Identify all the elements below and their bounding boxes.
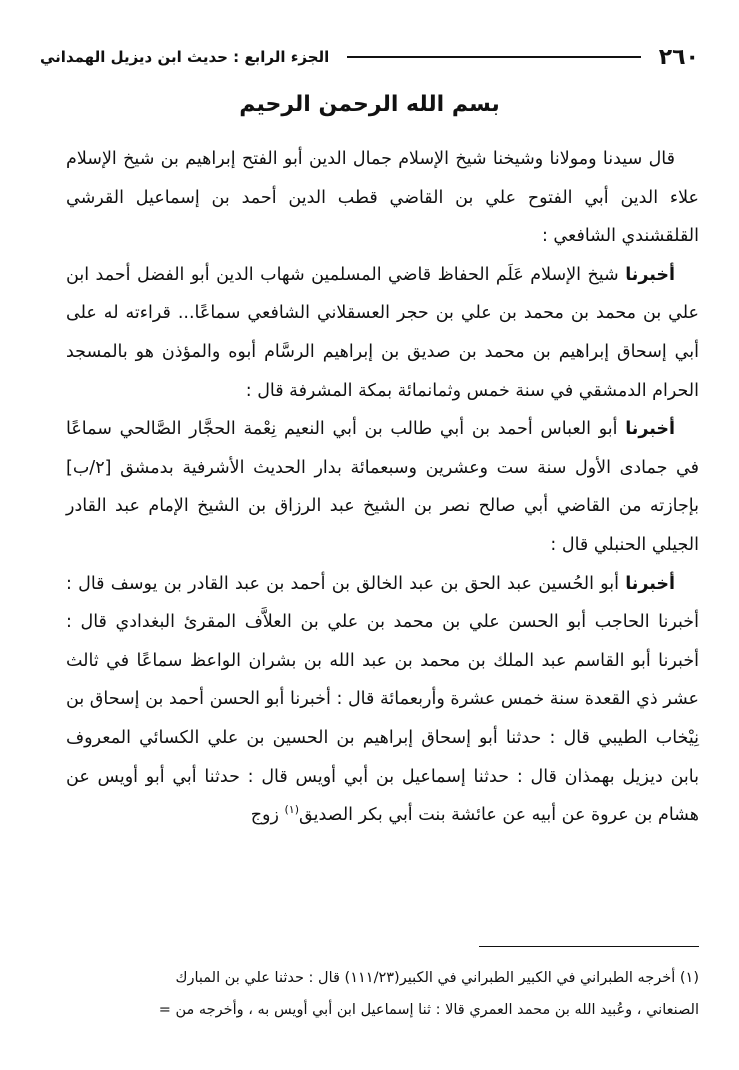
lead-word: أخبرنا xyxy=(625,419,675,440)
paragraph-text: بإجازته من القاضي أبي صالح نصر بن الشيخ عبد الرزاق بن الشيخ الإمام عبد القادر الجيلي الحنبلي قال : xyxy=(66,496,699,555)
lead-word: أخبرنا xyxy=(625,573,675,594)
paragraph-text: شيخ الإسلام عَلَم الحفاظ قاضي المسلمين شهاب الدين أبو الفضل أحمد ابن علي بن محمد بن محمد بن علي بن حجر العسقلاني الشافعي سماعًا... قراءته له على أبي إسحاق إبراهيم بن محمد بن صديق بن إبراهيم الرسَّام أبوه والمؤذن هو بالمسجد الحرام الدمشقي في سنة خمس وثمانمائة بمكة المشرفة قال : xyxy=(66,264,699,401)
basmala-heading: بسم الله الرحمن الرحيم xyxy=(239,92,500,117)
header-rule xyxy=(347,56,640,58)
running-title: الجزء الرابع : حديث ابن ديزيل الهمداني xyxy=(40,48,330,66)
page-header xyxy=(40,40,699,74)
paragraph-isnad-1 xyxy=(66,256,699,410)
footnote-reference: (١) xyxy=(284,803,300,817)
footnote-line: (١) أخرجه الطبراني في الكبير الطبراني في الكبير(١١١/٢٣) قال : حدثنا علي بن المبارك xyxy=(175,970,699,986)
footnotes xyxy=(40,962,699,1026)
main-text xyxy=(66,140,699,835)
lead-word: أخبرنا xyxy=(625,264,675,285)
footnote-line: الصنعاني ، وعُبيد الله بن محمد العمري قالا : ثنا إسماعيل ابن أبي أويس به ، وأخرجه من = xyxy=(158,1002,699,1018)
manuscript-folio-marker: [٢/ب] xyxy=(66,457,112,478)
footnote-separator xyxy=(479,946,699,947)
paragraph-text: أبو الحُسين عبد الحق بن عبد الخالق بن أحمد بن عبد القادر بن يوسف قال : أخبرنا الحاجب أبو الحسن علي بن محمد بن علي بن العلاَّف المقرئ البغدادي قال : أخبرنا أبو القاسم عبد الملك بن محمد بن عبد الله بن بشران الواعظ سماعًا في ثالث عشر ذي القعدة سنة خمس عشرة وأربعمائة قال : أخبرنا أبو الحسن أحمد بن إسحاق بن نِيْخاب الطيبي قال : حدثنا أبو إسحاق إبراهيم بن الحسين بن علي الكسائي المعروف بابن ديزيل بهمذان قال : حدثنا إسماعيل بن أبي أويس قال : حدثنا أبي أبو أويس عن هشام بن عروة عن أبيه عن عائشة بنت أبي بكر الصديق xyxy=(66,573,699,826)
paragraph-isnad-2 xyxy=(66,410,699,564)
paragraph-text: أبو العباس أحمد بن أبي طالب بن أبي النعيم نِعْمة الحجَّار الصَّالحي سماعًا في جمادى الأول سنة ست وعشرين وسبعمائة بدار الحديث الأشرفية بدمشق xyxy=(66,419,699,478)
paragraph-text: زوج xyxy=(250,805,279,826)
paragraph-isnad-3 xyxy=(66,565,699,835)
paragraph-opening: قال سيدنا ومولانا وشيخنا شيخ الإسلام جمال الدين أبو الفتح إبراهيم بن شيخ الإسلام علاء الدين أبي الفتوح علي بن القاضي قطب الدين أحمد بن إسماعيل القرشي القلقشندي الشافعي : xyxy=(66,149,699,247)
page-number: ٢٦٠ xyxy=(658,44,699,70)
